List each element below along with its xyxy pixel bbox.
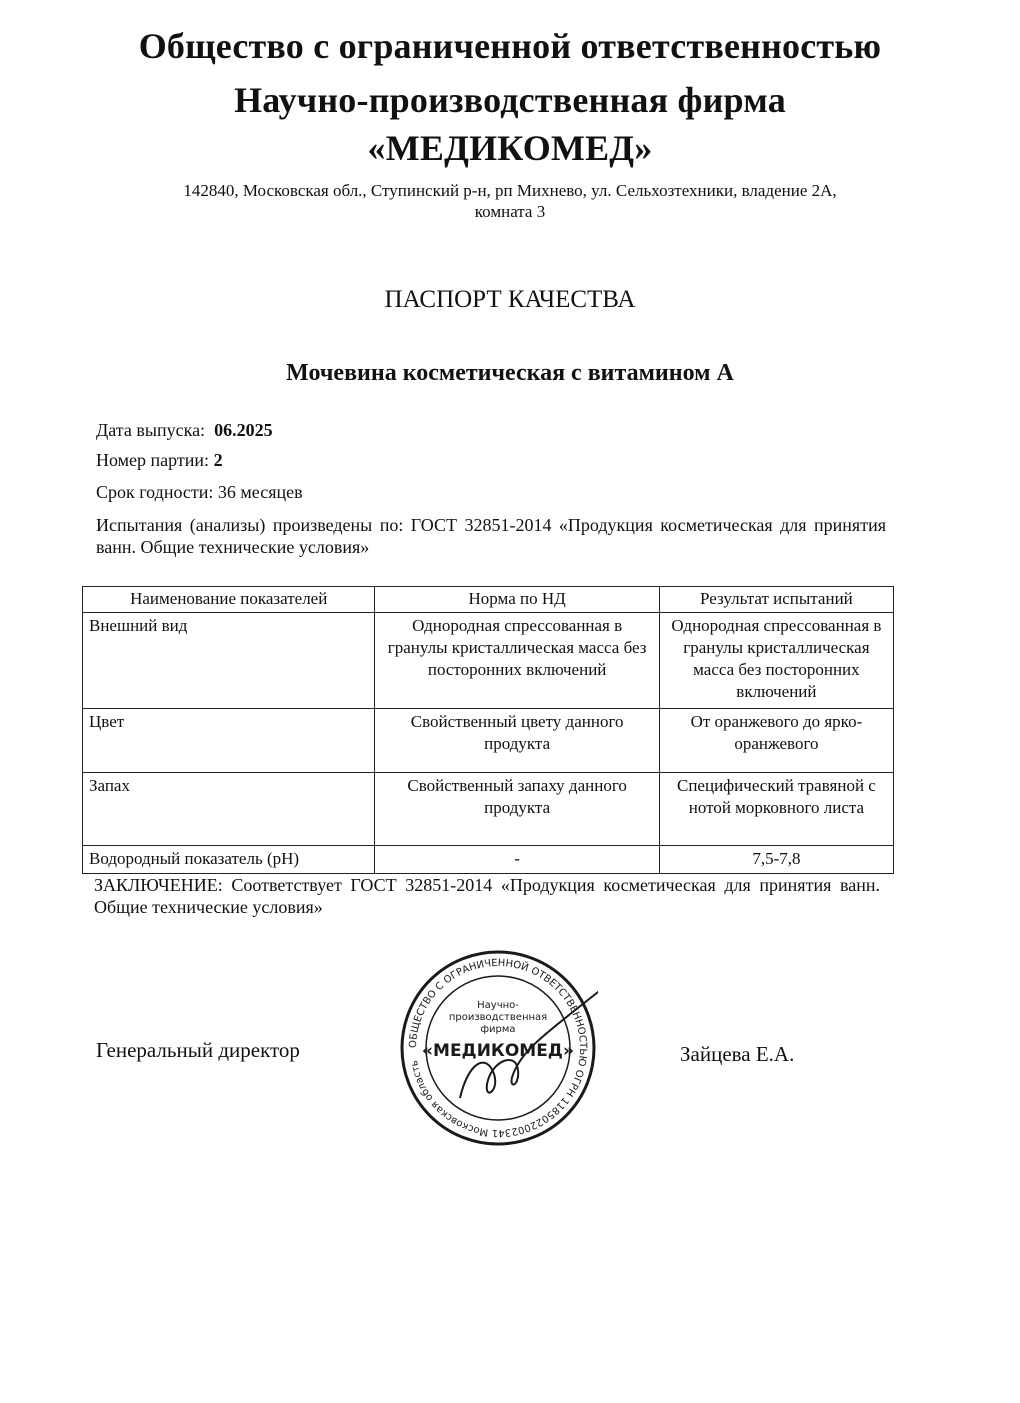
release-date-label: Дата выпуска:: [96, 420, 206, 440]
row-name: Водородный показатель (pH): [83, 845, 375, 873]
stamp-inner-line1: Научно-: [477, 1000, 519, 1011]
stamp-inner-line2: производственная: [448, 1012, 548, 1023]
row-result: 7,5-7,8: [659, 845, 893, 873]
batch-number-value: 2: [213, 450, 223, 470]
table-row: [83, 612, 894, 708]
row-norm: Свойственный запаху данного продукта: [375, 773, 659, 846]
table-row: [83, 709, 894, 773]
company-name-line3: «МЕДИКОМЕД»: [367, 128, 653, 168]
stamp-center-text: «МЕДИКОМЕД»: [422, 1041, 574, 1061]
stamp-ring-text-path: ОБЩЕСТВО С ОГРАНИЧЕННОЙ ОТВЕТСТВЕННОСТЬЮ ОГРН 1185022002341 Московская область: [407, 957, 589, 1139]
batch-number-label: Номер партии:: [96, 450, 210, 470]
document-title: ПАСПОРТ КАЧЕСТВА: [384, 286, 636, 313]
stamp-inner-line3: фирма: [480, 1024, 516, 1035]
product-name: Мочевина косметическая с витамином А: [286, 360, 734, 386]
row-name: Запах: [83, 773, 375, 846]
row-name: Внешний вид: [83, 612, 375, 708]
header-result: Результат испытаний: [659, 587, 893, 613]
row-result: От оранжевого до ярко-оранжевого: [659, 709, 893, 773]
header-norm: Норма по НД: [375, 587, 659, 613]
conclusion: ЗАКЛЮЧЕНИЕ: Соответствует ГОСТ 32851-2014 «Продукция косметическая для принятия ванн. Общие технические условия»: [94, 875, 880, 917]
address-line-1: 142840, Московская обл., Ступинский р-н, рп Михнево, ул. Сельхозтехники, владение 2А,: [183, 181, 837, 200]
company-name-line2: Научно-производственная фирма: [234, 80, 786, 120]
release-date: [96, 418, 273, 442]
company-address: [60, 180, 960, 222]
signatory-name: Зайцева Е.А.: [680, 1042, 795, 1066]
row-name: Цвет: [83, 709, 375, 773]
shelf-life: Срок годности: 36 месяцев: [96, 482, 303, 502]
row-norm: Однородная спрессованная в гранулы кристаллическая масса без посторонних включений: [375, 612, 659, 708]
row-norm: Свойственный цвету данного продукта: [375, 709, 659, 773]
table-row: [83, 773, 894, 846]
row-norm: -: [375, 845, 659, 873]
company-stamp: [398, 948, 598, 1148]
batch-number: [96, 448, 223, 472]
table-header-row: [83, 587, 894, 613]
signatory-role: Генеральный директор: [96, 1038, 300, 1062]
tests-standard: Испытания (анализы) произведены по: ГОСТ 32851-2014 «Продукция косметическая для принятия ванн. Общие технические условия»: [96, 515, 886, 557]
quality-table: [82, 586, 894, 874]
company-name-line1: Общество с ограниченной ответственностью: [138, 26, 882, 66]
address-line-2: комната 3: [474, 202, 546, 221]
row-result: Специфический травяной с нотой морковного листа: [659, 773, 893, 846]
table-row: [83, 845, 894, 873]
release-date-value: 06.2025: [214, 420, 273, 440]
row-result: Однородная спрессованная в гранулы кристаллическая масса без посторонних включений: [659, 612, 893, 708]
header-indicator: Наименование показателей: [83, 587, 375, 613]
